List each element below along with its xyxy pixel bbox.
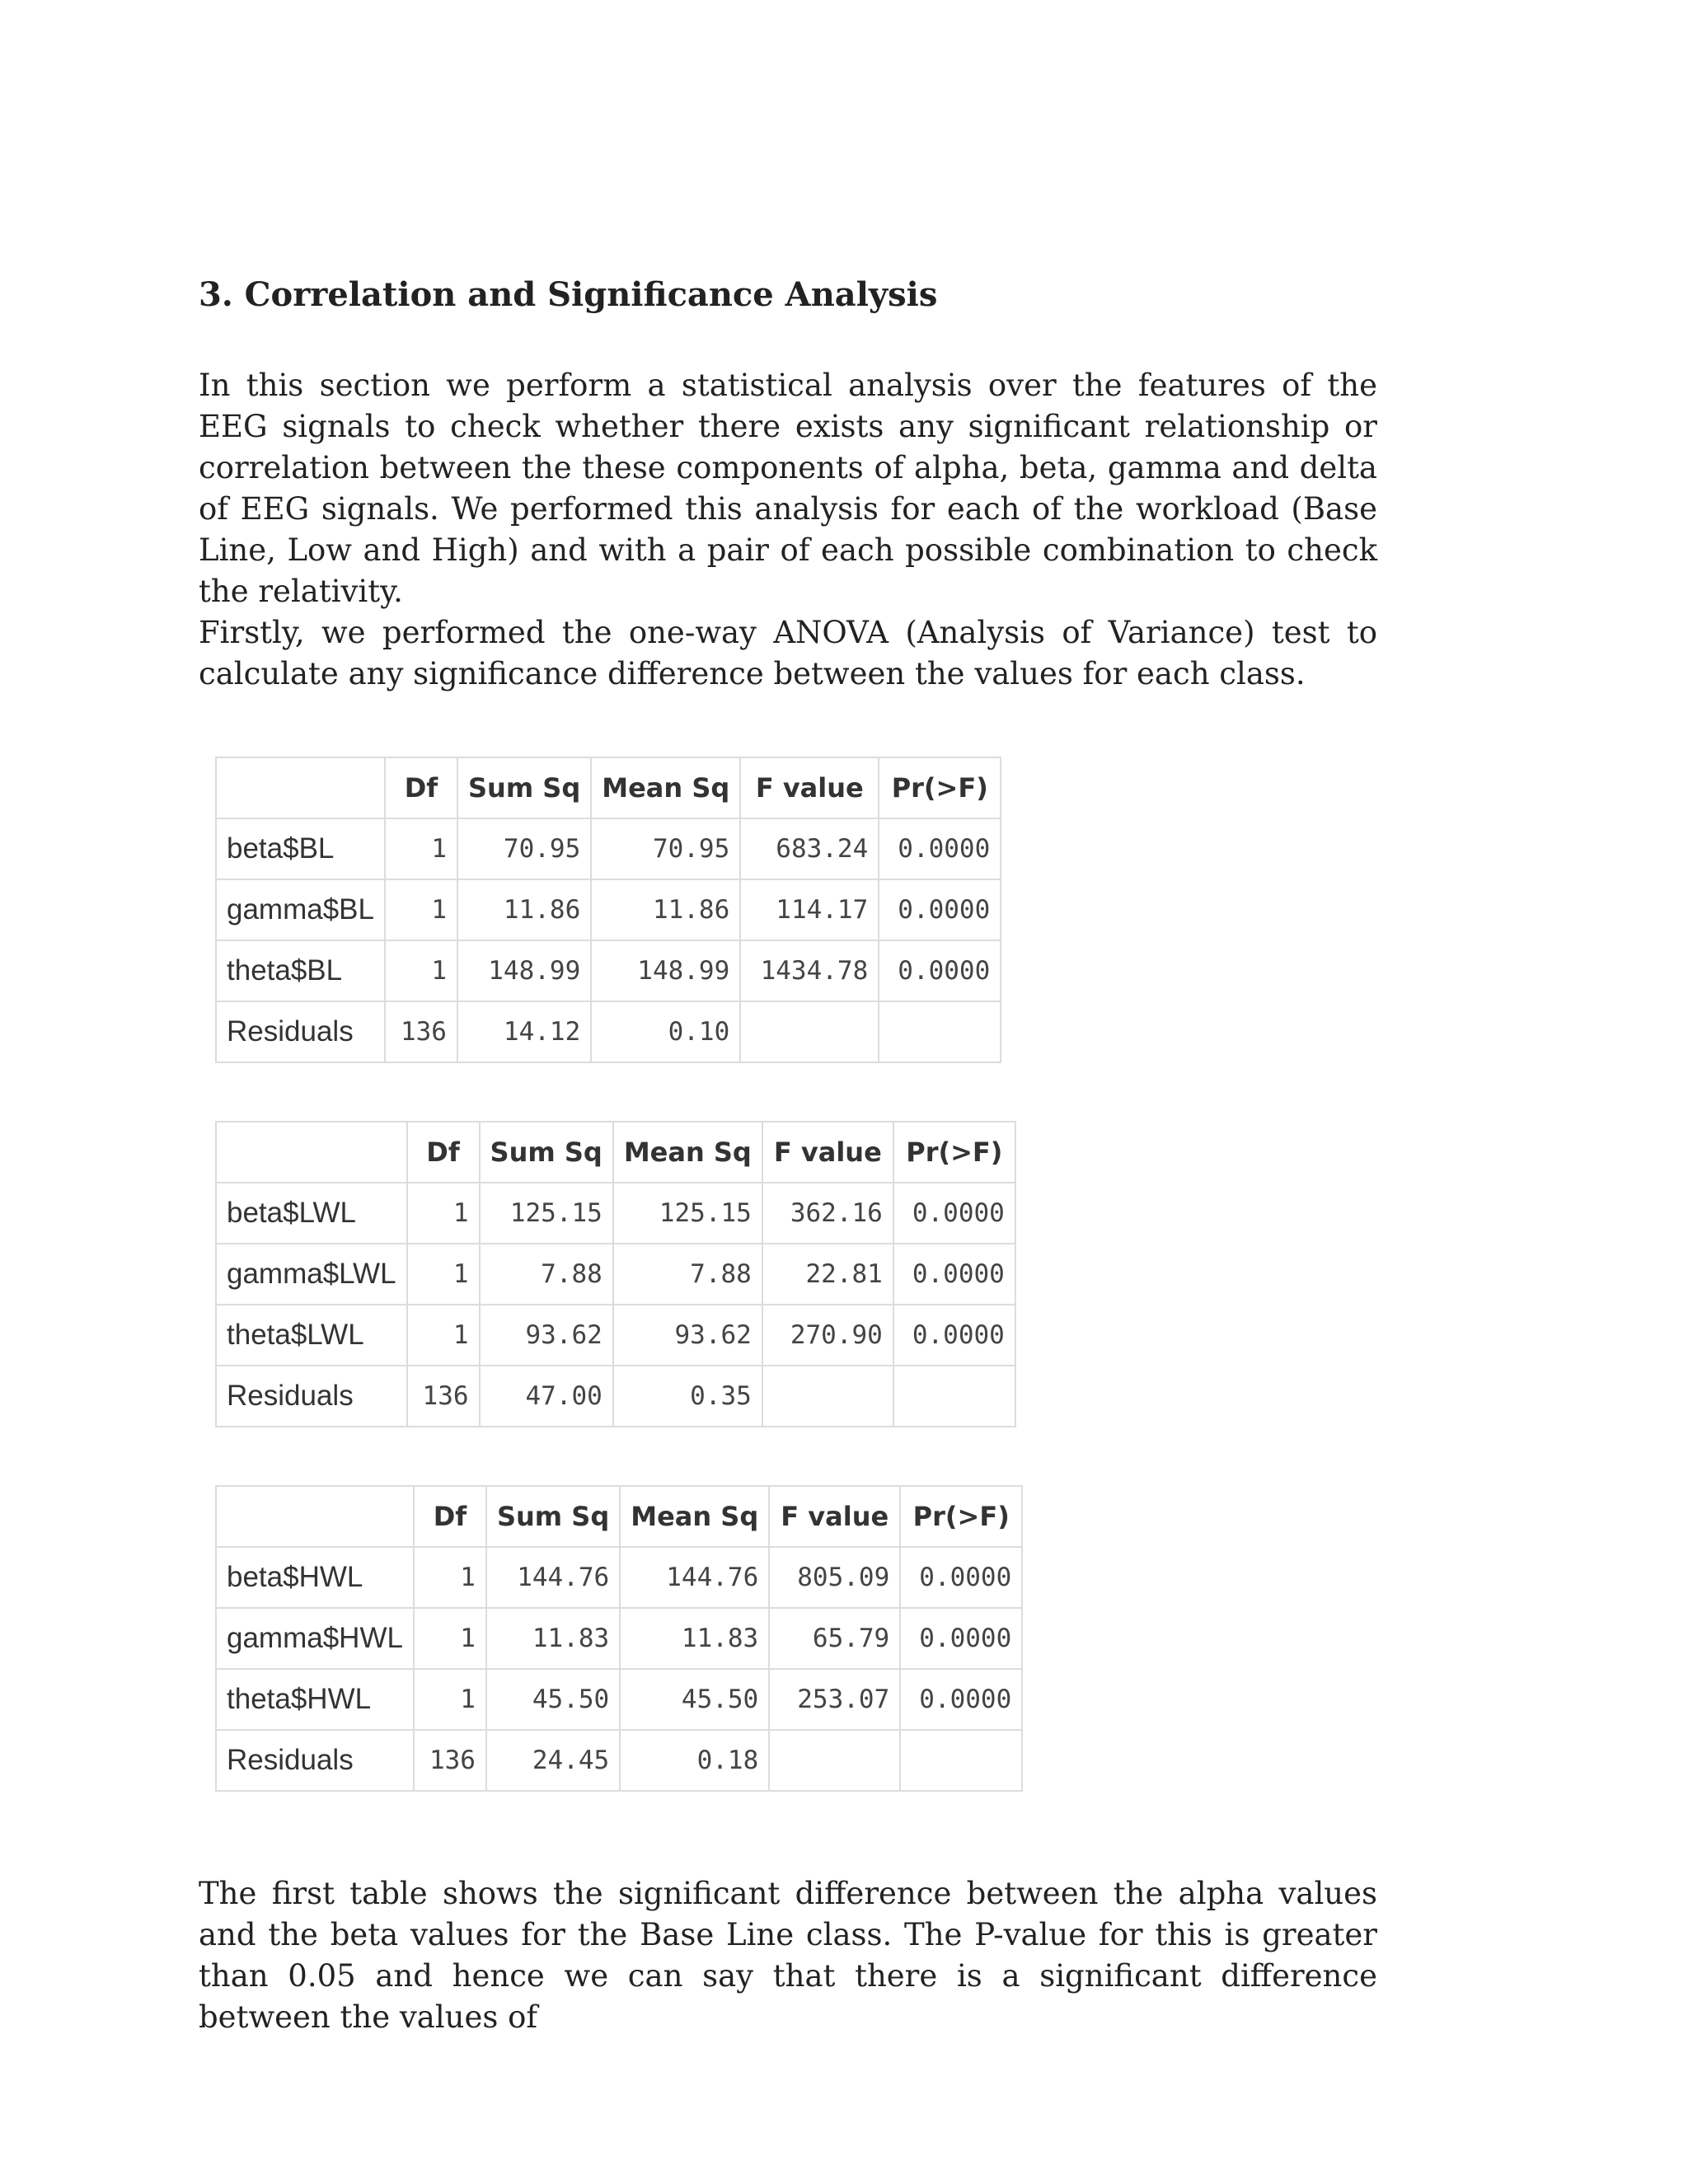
cell-sum-sq: 7.88	[480, 1244, 613, 1305]
cell-sum-sq: 47.00	[480, 1366, 613, 1427]
cell-pr-f	[900, 1730, 1022, 1791]
table-row	[216, 879, 1001, 940]
header-df: Df	[414, 1486, 486, 1547]
header-sum-sq: Sum Sq	[480, 1122, 613, 1183]
header-sum-sq: Sum Sq	[486, 1486, 620, 1547]
cell-f-value: 1434.78	[740, 940, 879, 1001]
table-row	[216, 1547, 1022, 1608]
cell-df: 1	[407, 1183, 480, 1244]
header-df: Df	[385, 757, 457, 818]
header-sum-sq: Sum Sq	[457, 757, 591, 818]
cell-sum-sq: 144.76	[486, 1547, 620, 1608]
header-empty	[216, 1122, 407, 1183]
cell-mean-sq: 11.86	[591, 879, 740, 940]
header-empty	[216, 757, 385, 818]
cell-df: 1	[414, 1608, 486, 1669]
cell-f-value: 253.07	[769, 1669, 900, 1730]
header-empty	[216, 1486, 414, 1547]
row-name: Residuals	[216, 1730, 414, 1791]
row-name: beta$LWL	[216, 1183, 407, 1244]
cell-sum-sq: 11.86	[457, 879, 591, 940]
cell-mean-sq: 148.99	[591, 940, 740, 1001]
header-df: Df	[407, 1122, 480, 1183]
cell-sum-sq: 14.12	[457, 1001, 591, 1062]
cell-mean-sq: 93.62	[613, 1305, 762, 1366]
cell-pr-f: 0.0000	[879, 818, 1001, 879]
cell-df: 1	[385, 818, 457, 879]
cell-f-value: 22.81	[762, 1244, 893, 1305]
row-name: gamma$LWL	[216, 1244, 407, 1305]
cell-f-value: 270.90	[762, 1305, 893, 1366]
cell-pr-f: 0.0000	[900, 1669, 1022, 1730]
cell-pr-f: 0.0000	[900, 1547, 1022, 1608]
table-row	[216, 1183, 1015, 1244]
anova-table-baseline	[215, 757, 1001, 1063]
table-row	[216, 818, 1001, 879]
cell-f-value	[762, 1366, 893, 1427]
anova-table-high-workload	[215, 1485, 1023, 1792]
cell-df: 1	[414, 1669, 486, 1730]
cell-sum-sq: 24.45	[486, 1730, 620, 1791]
cell-mean-sq: 70.95	[591, 818, 740, 879]
header-pr-f: Pr(>F)	[893, 1122, 1015, 1183]
row-name: theta$LWL	[216, 1305, 407, 1366]
row-name: theta$HWL	[216, 1669, 414, 1730]
cell-mean-sq: 0.18	[620, 1730, 769, 1791]
cell-f-value	[740, 1001, 879, 1062]
header-mean-sq: Mean Sq	[591, 757, 740, 818]
table-row	[216, 1001, 1001, 1062]
row-name: theta$BL	[216, 940, 385, 1001]
cell-sum-sq: 70.95	[457, 818, 591, 879]
cell-pr-f: 0.0000	[893, 1305, 1015, 1366]
cell-f-value: 362.16	[762, 1183, 893, 1244]
header-f-value: F value	[762, 1122, 893, 1183]
header-pr-f: Pr(>F)	[879, 757, 1001, 818]
cell-mean-sq: 125.15	[613, 1183, 762, 1244]
cell-f-value: 65.79	[769, 1608, 900, 1669]
cell-sum-sq: 93.62	[480, 1305, 613, 1366]
header-mean-sq: Mean Sq	[613, 1122, 762, 1183]
cell-mean-sq: 0.10	[591, 1001, 740, 1062]
cell-df: 1	[414, 1547, 486, 1608]
section-heading: 3. Correlation and Significance Analysis	[199, 275, 938, 314]
cell-mean-sq: 7.88	[613, 1244, 762, 1305]
row-name: gamma$BL	[216, 879, 385, 940]
row-name: beta$HWL	[216, 1547, 414, 1608]
cell-mean-sq: 45.50	[620, 1669, 769, 1730]
cell-f-value: 683.24	[740, 818, 879, 879]
table-row	[216, 1366, 1015, 1427]
cell-f-value: 805.09	[769, 1547, 900, 1608]
table-row	[216, 1244, 1015, 1305]
cell-df: 1	[407, 1305, 480, 1366]
table-row	[216, 940, 1001, 1001]
table-row	[216, 1669, 1022, 1730]
cell-mean-sq: 0.35	[613, 1366, 762, 1427]
cell-mean-sq: 144.76	[620, 1547, 769, 1608]
cell-pr-f: 0.0000	[879, 879, 1001, 940]
cell-df: 1	[385, 940, 457, 1001]
cell-pr-f: 0.0000	[900, 1608, 1022, 1669]
table-row	[216, 1608, 1022, 1669]
cell-pr-f: 0.0000	[893, 1183, 1015, 1244]
discussion-paragraph: The first table shows the significant difference between the alpha values and the beta values for the Base Line class. The P-value for this is greater than 0.05 and hence we can say that there is a significant difference between the values of	[199, 1876, 1377, 2035]
cell-sum-sq: 11.83	[486, 1608, 620, 1669]
row-name: beta$BL	[216, 818, 385, 879]
row-name: gamma$HWL	[216, 1608, 414, 1669]
table-header-row	[216, 1486, 1022, 1547]
row-name: Residuals	[216, 1366, 407, 1427]
intro-paragraph: In this section we perform a statistical analysis over the features of the EEG signals to check whether there exists any significant relationship or correlation between the these components of alpha, beta, gamma and delta of EEG signals. We performed this analysis for each of the workload (Base Line, Low and High) and with a pair of each possible combination to check the relativity.	[199, 368, 1377, 609]
cell-pr-f	[893, 1366, 1015, 1427]
cell-df: 136	[407, 1366, 480, 1427]
cell-f-value: 114.17	[740, 879, 879, 940]
header-mean-sq: Mean Sq	[620, 1486, 769, 1547]
header-pr-f: Pr(>F)	[900, 1486, 1022, 1547]
table-row	[216, 1730, 1022, 1791]
cell-pr-f	[879, 1001, 1001, 1062]
anova-table-low-workload	[215, 1121, 1016, 1427]
cell-mean-sq: 11.83	[620, 1608, 769, 1669]
cell-df: 1	[407, 1244, 480, 1305]
header-f-value: F value	[769, 1486, 900, 1547]
header-f-value: F value	[740, 757, 879, 818]
row-name: Residuals	[216, 1001, 385, 1062]
cell-df: 136	[414, 1730, 486, 1791]
cell-df: 1	[385, 879, 457, 940]
cell-sum-sq: 45.50	[486, 1669, 620, 1730]
anova-paragraph: Firstly, we performed the one-way ANOVA (Analysis of Variance) test to calculate any significance difference between the values for each class.	[199, 615, 1377, 691]
cell-f-value	[769, 1730, 900, 1791]
table-header-row	[216, 1122, 1015, 1183]
cell-pr-f: 0.0000	[893, 1244, 1015, 1305]
cell-df: 136	[385, 1001, 457, 1062]
table-header-row	[216, 757, 1001, 818]
cell-pr-f: 0.0000	[879, 940, 1001, 1001]
cell-sum-sq: 125.15	[480, 1183, 613, 1244]
cell-sum-sq: 148.99	[457, 940, 591, 1001]
table-row	[216, 1305, 1015, 1366]
